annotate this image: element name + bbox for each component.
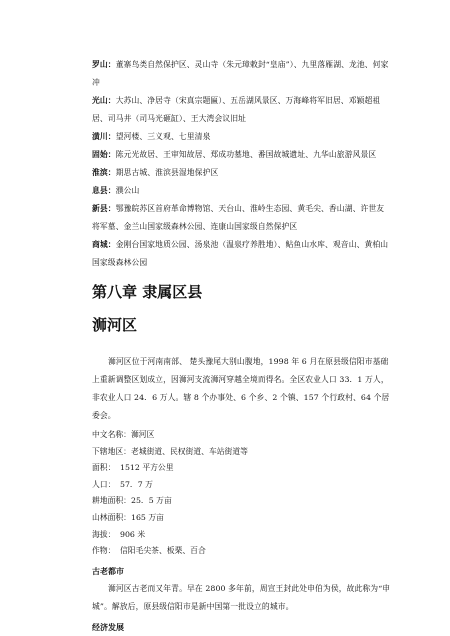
scenic-text: 望河楼、三义观、七里清泉 <box>115 132 211 141</box>
fact-value: 1512 平方公里 <box>120 463 174 473</box>
county-name: 潢川： <box>92 132 116 141</box>
scenic-text: 鄂豫皖苏区首府革命博物馆、天台山、淮岭生态园、黄毛尖、香山湖、许世友将军墓、金兰山国家级森林公园、连康山国家级自然保护区 <box>92 204 385 231</box>
fact-value: 浉河区 <box>130 430 155 439</box>
fact-label: 面积： <box>92 463 116 473</box>
scenic-list <box>92 56 392 272</box>
page-content <box>92 56 392 636</box>
fact-row <box>92 493 392 510</box>
fact-value: 25．5 万亩 <box>130 496 172 506</box>
scenic-entry-huangchuan <box>92 128 392 146</box>
fact-label: 下辖地区： <box>92 446 131 456</box>
section-title: 浉河区 <box>92 316 138 334</box>
fact-row <box>92 427 392 444</box>
fact-value: 165 万亩 <box>130 512 164 522</box>
scenic-entry-huaibin <box>92 164 392 182</box>
scenic-entry-shangcheng <box>92 236 392 272</box>
scenic-text: 董寨鸟类自然保护区、灵山寺（朱元璋敕封“皇庙”）、九里落雁湖、龙池、何家冲 <box>92 60 389 87</box>
scenic-entry-xixian <box>92 182 392 200</box>
scenic-text: 陈元光故居、王审知故居、郑成功墓地、番国故城遗址、九华山旅游风景区 <box>115 150 377 159</box>
facts-list <box>92 427 392 560</box>
county-name: 罗山： <box>92 60 116 69</box>
fact-label: 海拔： <box>92 529 116 539</box>
fact-row <box>92 510 392 527</box>
fact-label: 作物： <box>92 546 116 556</box>
fact-value: 信阳毛尖茶、板栗、百合 <box>120 546 206 556</box>
county-name: 新县： <box>92 204 116 213</box>
scenic-text: 大苏山、净居寺（宋真宗题匾）、五岳湖风景区、万海峰将军旧居、邓颖超祖居、司马井（司马光砸缸）、王大湾会议旧址 <box>92 96 381 123</box>
scenic-entry-guangshan <box>92 92 392 128</box>
subsection-title-economy: 经济发展 <box>92 621 124 632</box>
fact-value: 57．7 万 <box>120 479 153 489</box>
scenic-entry-luoshan <box>92 56 392 92</box>
fact-row <box>92 460 392 477</box>
fact-label: 中文名称： <box>92 430 131 439</box>
scenic-text: 期思古城、淮滨县湿地保护区 <box>115 168 219 177</box>
scenic-text: 金刚台国家地质公园、汤泉池（温泉疗养胜地）、鲇鱼山水库、观音山、黄柏山国家级森林公园 <box>92 240 389 267</box>
fact-label: 耕地面积： <box>92 496 131 506</box>
fact-row <box>92 543 392 560</box>
chapter-title: 第八章 隶属区县 <box>92 283 203 301</box>
fact-row <box>92 477 392 494</box>
county-name: 商城： <box>92 240 116 249</box>
subsection-title-ancient-city: 古老都市 <box>92 565 124 576</box>
scenic-entry-xinxian <box>92 200 392 236</box>
county-name: 固始： <box>92 150 116 159</box>
fact-row <box>92 527 392 544</box>
fact-label: 山林面积： <box>92 512 131 522</box>
fact-value: 老城街道、民权街道、车站街道等 <box>130 446 248 456</box>
intro-paragraph: 浉河区位于河南南部、 楚头豫尾大别山腹地，1998 年 6 月在原县级信阳市基础上重新调整区划成立，因浉河支流浉河穿越全境而得名。全区农业人口 33．1 万人，非农业人口 24．6 万人。辖 8 个办事处、6 个乡、2 个镇、157 个行政村、64 个居委会。 <box>92 357 390 420</box>
fact-row <box>92 444 392 461</box>
county-name: 息县： <box>92 186 116 195</box>
ancient-city-paragraph: 浉河区古老而又年青。早在 2800 多年前，周宣王封此处申伯为侯，故此称为“申城”。解放后，原县级信阳市是新中国第一批设立的城市。 <box>92 583 391 611</box>
county-name: 淮滨： <box>92 168 116 177</box>
scenic-entry-gushi <box>92 146 392 164</box>
county-name: 光山： <box>92 96 116 105</box>
fact-value: 906 米 <box>120 529 146 539</box>
fact-label: 人口： <box>92 479 116 489</box>
scenic-text: 濮公山 <box>115 186 140 195</box>
